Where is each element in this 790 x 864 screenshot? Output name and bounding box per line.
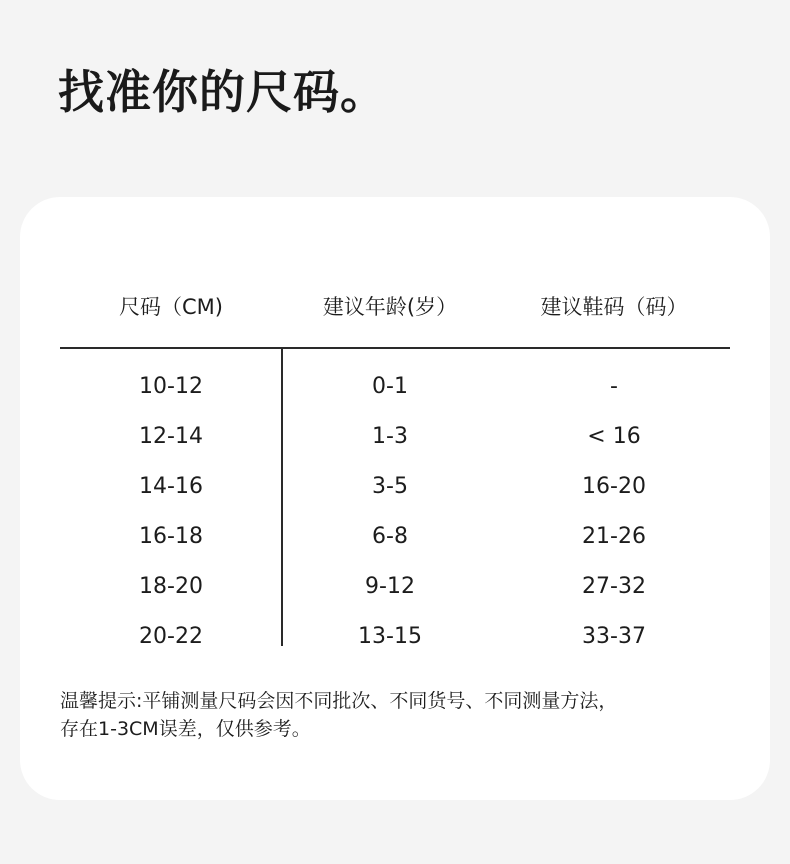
cell-shoe-size: 33-37 [582,624,646,649]
table-header [60,289,730,325]
measurement-note [60,687,740,743]
cell-shoe-size: 16-20 [582,474,646,499]
cell-age: 9-12 [365,574,415,599]
cell-age: 3-5 [372,474,408,499]
table-row [60,513,730,563]
cell-size: 18-20 [139,574,203,599]
cell-size: 16-18 [139,524,203,549]
cell-shoe-size: < 16 [587,424,641,449]
header-size-cm: 尺码（CM) [119,295,223,319]
cell-age: 13-15 [358,624,422,649]
cell-shoe-size: 27-32 [582,574,646,599]
table-row [60,363,730,413]
cell-size: 10-12 [139,374,203,399]
header-divider [60,347,730,349]
table-row [60,563,730,613]
size-chart-card [20,197,770,800]
cell-age: 6-8 [372,524,408,549]
cell-age: 0-1 [372,374,408,399]
cell-size: 20-22 [139,624,203,649]
cell-size: 12-14 [139,424,203,449]
note-line-2: 存在1-3CM误差，仅供参考。 [60,718,311,740]
table-body [60,363,730,663]
table-row [60,463,730,513]
table-row [60,413,730,463]
cell-shoe-size: - [610,374,618,399]
table-row [60,613,730,663]
page-title: 找准你的尺码。 [58,65,387,119]
note-line-1: 温馨提示:平铺测量尺码会因不同批次、不同货号、不同测量方法， [60,690,618,712]
header-suggested-age: 建议年龄(岁） [322,295,458,319]
cell-size: 14-16 [139,474,203,499]
cell-shoe-size: 21-26 [582,524,646,549]
header-suggested-shoe-size: 建议鞋码（码） [540,295,688,319]
cell-age: 1-3 [372,424,408,449]
